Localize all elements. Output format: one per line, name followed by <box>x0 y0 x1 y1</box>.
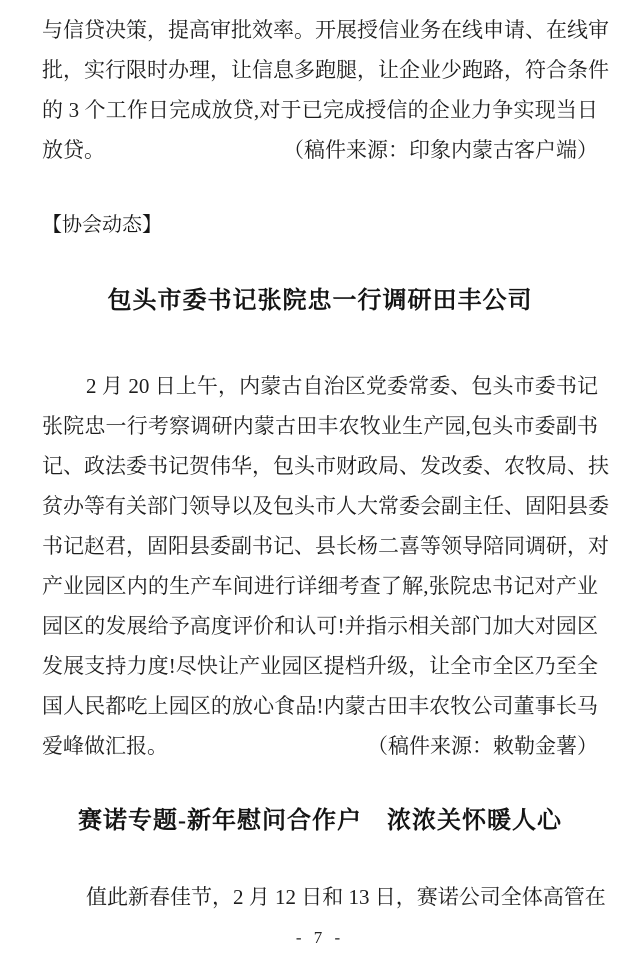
text-line: 与信贷决策，提高审批效率。开展授信业务在线申请、在线审 <box>42 18 609 42</box>
text-line <box>42 726 598 766</box>
text-line: 2 月 20 日上午，内蒙古自治区党委常委、包头市委书记 <box>86 374 598 398</box>
text-line: 发展支持力度!尽快让产业园区提档升级，让全市全区乃至全 <box>42 654 598 678</box>
text-line <box>42 130 598 170</box>
text-line: 园区的发展给予高度评价和认可!并指示相关部门加大对园区 <box>42 614 598 638</box>
article-body-1 <box>42 366 609 766</box>
line-left-text: 放贷。 <box>42 138 105 162</box>
line-left-text: 爱峰做汇报。 <box>42 734 168 758</box>
text-line: 值此新春佳节，2 月 12 日和 13 日，赛诺公司全体高管在 <box>86 885 606 909</box>
article-body-2 <box>42 877 606 917</box>
text-line: 张院忠一行考察调研内蒙古田丰农牧业生产园,包头市委副书 <box>42 414 598 438</box>
page-number: - 7 - <box>295 928 345 947</box>
attribution-text: （稿件来源：敕勒金薯） <box>367 734 598 758</box>
text-line: 产业园区内的生产车间进行详细考查了解,张院忠书记对产业 <box>42 574 598 598</box>
text-line: 书记赵君，固阳县委副书记、县长杨二喜等领导陪同调研，对 <box>42 534 609 558</box>
text-line: 贫办等有关部门领导以及包头市人大常委会副主任、固阳县委 <box>42 494 609 518</box>
text-line: 的 3 个工作日完成放贷,对于已完成授信的企业力争实现当日 <box>42 98 598 122</box>
text-line: 国人民都吃上园区的放心食品!内蒙古田丰农牧公司董事长马 <box>42 694 598 718</box>
article-title-2: 赛诺专题-新年慰问合作户 浓浓关怀暖人心 <box>78 808 562 834</box>
attribution-text: （稿件来源：印象内蒙古客户端） <box>283 138 598 162</box>
article-title-1: 包头市委书记张院忠一行调研田丰公司 <box>107 288 533 314</box>
section-header: 【协会动态】 <box>42 214 162 236</box>
text-line: 记、政法委书记贺伟华，包头市财政局、发改委、农牧局、扶 <box>42 454 609 478</box>
intro-paragraph <box>42 10 609 170</box>
text-line: 批，实行限时办理，让信息多跑腿，让企业少跑路，符合条件 <box>42 58 609 82</box>
